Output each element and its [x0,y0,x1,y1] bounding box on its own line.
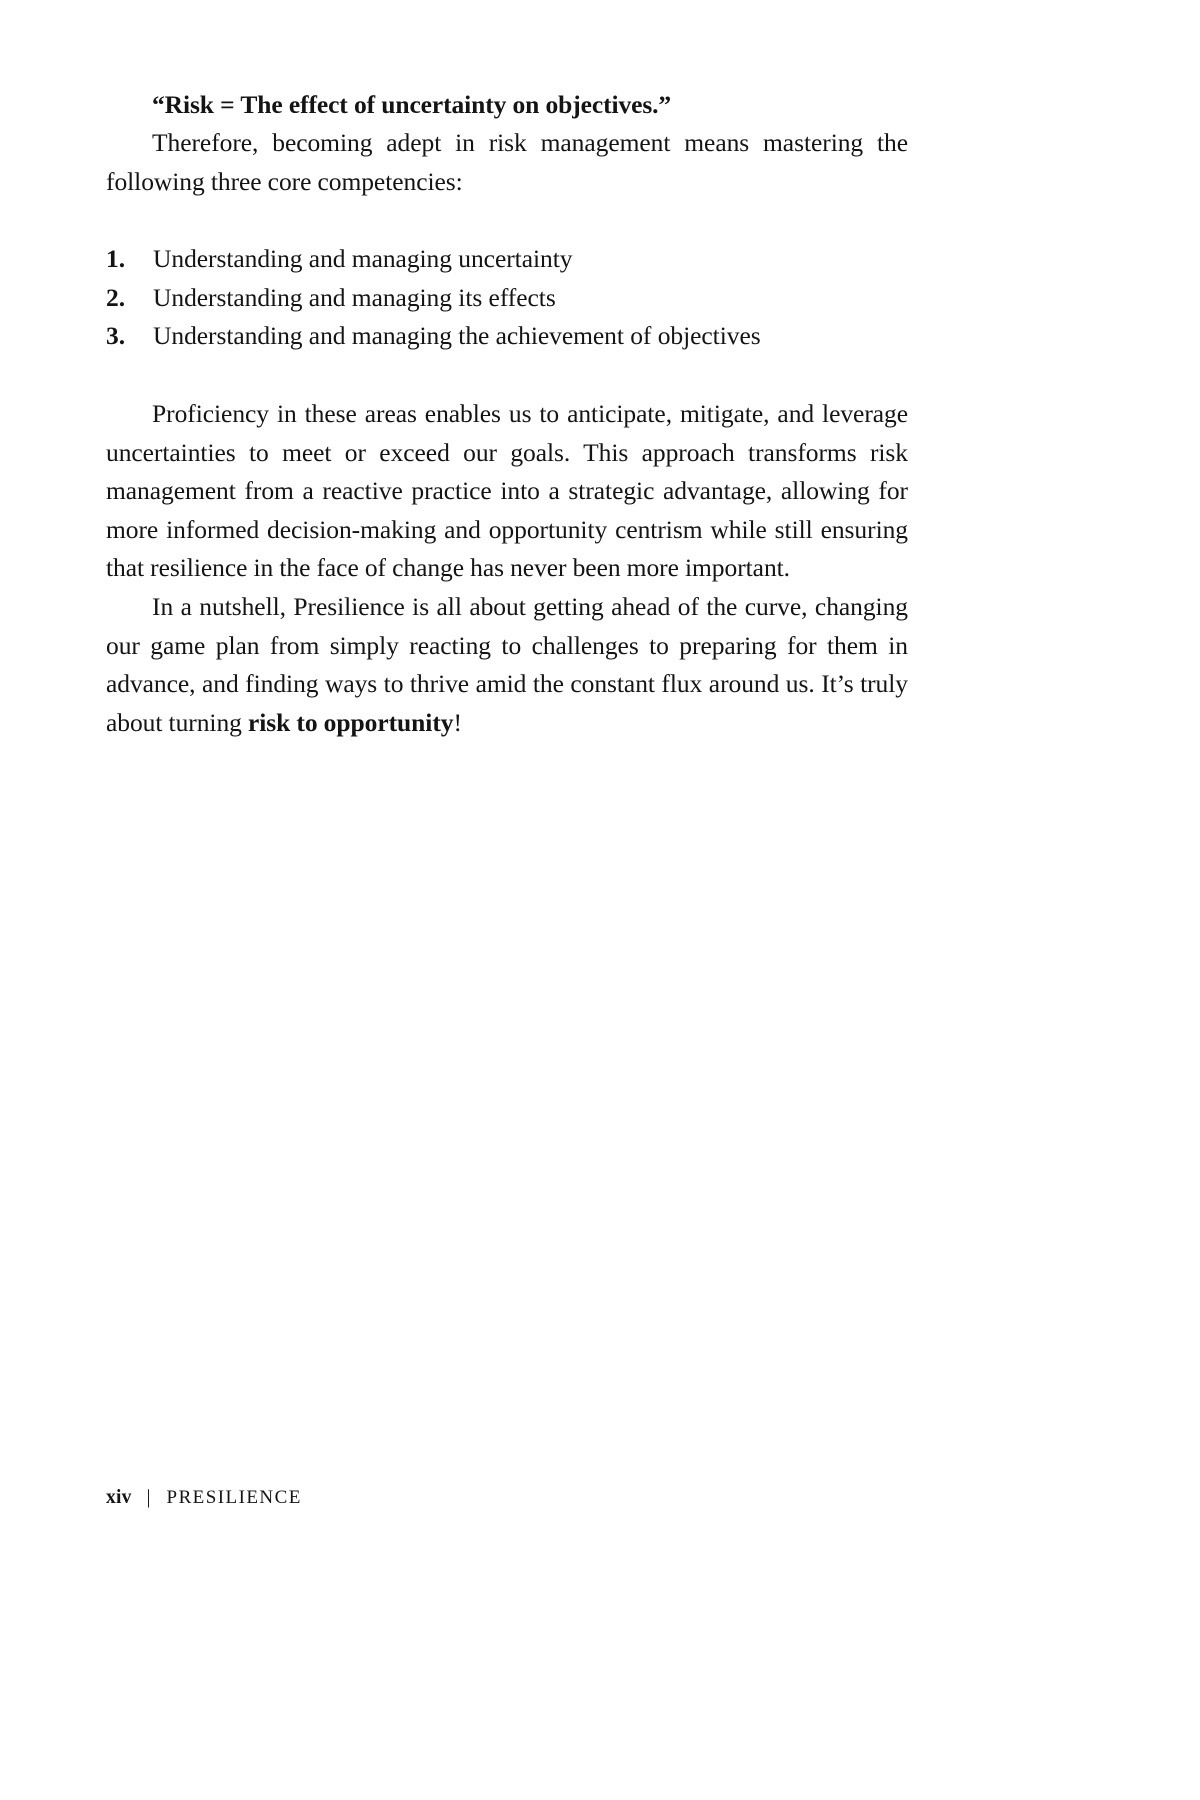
list-item [106,279,908,318]
intro-paragraph: Therefore, becoming adept in risk management means mastering the following three core competencies: [106,128,908,196]
list-item-label: Understanding and managing uncertainty [153,244,573,274]
lead-quote: “Risk = The effect of uncertainty on objectives.” [152,90,672,119]
list-item [106,317,908,356]
list-item-number: 2. [106,282,126,312]
list-top-spacer [106,201,908,240]
footer-separator-icon: | [146,1486,151,1508]
core-competencies-list [106,240,908,356]
list-item-number: 3. [106,321,126,351]
paragraph-proficiency: Proficiency in these areas enables us to anticipate, mitigate, and leverage uncertainties to meet or exceed our goals. This approach transforms risk management from a reactive practice into a strategic advantage, allowing for more informed decision-making and opportunity centrism while still ensuring that resilience in the face of change has never been more important. [106,398,908,583]
list-item-label: Understanding and managing its effects [153,282,556,312]
page-number: xiv [106,1487,132,1508]
paragraph-nutshell [106,588,908,742]
list-item-label: Understanding and managing the achievement of objectives [153,321,761,351]
paragraph-nutshell-prefix: In a nutshell, Presilience is all about getting ahead of the curve, changing our game plan from simply reacting to challenges to preparing for them in advance, and finding ways to thrive amid the constant flux around us. It’s truly about turning [106,591,908,737]
page-footer [106,1486,302,1509]
list-item-number: 1. [106,244,126,274]
page-content [106,86,908,742]
list-bottom-spacer [106,356,908,395]
paragraph-nutshell-emphasis: risk to opportunity [247,707,454,737]
list-item [106,240,908,279]
paragraph-nutshell-suffix: ! [453,707,462,737]
running-title: PRESILIENCE [166,1487,302,1508]
